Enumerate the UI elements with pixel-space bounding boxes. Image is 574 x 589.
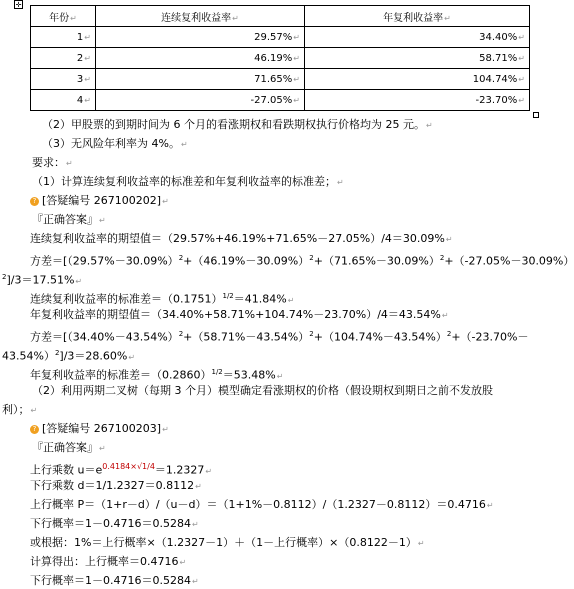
line-answer-title-1: 『正确答案』↵ bbox=[32, 213, 106, 226]
line-question-2: （2）利用两期二叉树（每期 3 个月）模型确定看涨期权的价格（假设期权到期日之前不发放股 bbox=[32, 384, 493, 397]
line-annual-variance: 方差$=[(34.40\%-43.54\%)^2+(58.71\%-43.54\%)^2+(104.74\%-43.54\%)^2+(-23.70\%-$ bbox=[30, 330, 529, 344]
line-up-probability: 上行概率 P＝（1+r－d）/（u－d）＝（1+1%－0.8112）/（1.2327－0.8112）＝0.4716↵ bbox=[30, 498, 494, 511]
cell-continuous: -27.05%↵ bbox=[96, 90, 305, 111]
cell-year: 2↵ bbox=[31, 48, 96, 69]
line-alternative: 或根据：1%＝上行概率×（1.2327－1）＋（1－上行概率）×（0.8122－1）↵ bbox=[30, 536, 425, 549]
cell-annual: -23.70%↵ bbox=[305, 90, 530, 111]
cell-annual: 104.74%↵ bbox=[305, 69, 530, 90]
line-cont-variance-end: $^2$]/3＝17.51%↵ bbox=[2, 273, 83, 287]
line-up-multiplier: 上行乘数 $u=e^{0.4184\times√1/4}=1.2327↵$ bbox=[30, 462, 213, 477]
line-requirement: 要求：↵ bbox=[32, 156, 73, 169]
cell-continuous: 46.19%↵ bbox=[96, 48, 305, 69]
line-answer-title-2: 『正确答案』↵ bbox=[32, 441, 106, 454]
line-cont-variance: 方差$=[(29.57\%-30.09\%)^2+(46.19\%-30.09\%)^2+(71.65\%-30.09\%)^2+(-27.05\%-30.09\%)$ bbox=[30, 254, 574, 268]
line-down-multiplier: 下行乘数 d＝1/1.2327＝0.8112↵ bbox=[30, 479, 202, 492]
table-resize-handle[interactable] bbox=[533, 112, 539, 118]
table-row bbox=[31, 90, 530, 111]
table-row bbox=[31, 69, 530, 90]
cell-year: 4↵ bbox=[31, 90, 96, 111]
header-continuous-return: 连续复利收益率↵ bbox=[96, 6, 305, 27]
line-question-2-end: 利）；↵ bbox=[2, 403, 38, 416]
header-annual-return: 年复利收益率↵ bbox=[305, 6, 530, 27]
question-icon: ? bbox=[30, 425, 39, 434]
cell-year: 1↵ bbox=[31, 27, 96, 48]
line-qa-id-2: ? [答疑编号 267100203]↵ bbox=[30, 422, 169, 437]
header-year: 年份↵ bbox=[31, 6, 96, 27]
line-down-probability: 下行概率＝1－0.4716＝0.5284↵ bbox=[30, 517, 199, 530]
line-question-1: （1）计算连续复利收益率的标准差和年复利收益率的标准差；↵ bbox=[32, 175, 344, 188]
returns-table bbox=[30, 5, 530, 111]
line-annual-variance-end: 43.54%）$^2$]/3＝28.60%↵ bbox=[2, 349, 136, 363]
line-result-up: 计算得出：上行概率＝0.4716↵ bbox=[30, 555, 187, 568]
cell-annual: 58.71%↵ bbox=[305, 48, 530, 69]
table-row bbox=[31, 48, 530, 69]
cell-year: 3↵ bbox=[31, 69, 96, 90]
line-qa-id-1: ? [答疑编号 267100202]↵ bbox=[30, 194, 169, 209]
cell-annual: 34.40%↵ bbox=[305, 27, 530, 48]
question-icon: ? bbox=[30, 197, 39, 206]
cell-continuous: 29.57%↵ bbox=[96, 27, 305, 48]
line-cont-mean: 连续复利收益率的期望值＝（29.57%+46.19%+71.65%－27.05%）/4＝30.09%↵ bbox=[30, 232, 453, 245]
line-condition-3: （3）无风险年利率为 4%。↵ bbox=[42, 137, 188, 150]
table-header-row bbox=[31, 6, 530, 27]
table-move-handle[interactable]: ✛ bbox=[15, 1, 22, 9]
line-condition-2: （2）甲股票的到期时间为 6 个月的看涨期权和看跌期权执行价格均为 25 元。↵ bbox=[42, 118, 433, 131]
line-annual-mean: 年复利收益率的期望值＝（34.40%+58.71%+104.74%－23.70%）/4＝43.54%↵ bbox=[30, 308, 449, 321]
table-row bbox=[31, 27, 530, 48]
line-result-down: 下行概率＝1－0.4716＝0.5284↵ bbox=[30, 574, 199, 587]
cell-continuous: 71.65%↵ bbox=[96, 69, 305, 90]
line-annual-std: 年复利收益率的标准差$=(0.2860)^{1/2}=53.48\%↵$ bbox=[30, 368, 284, 382]
line-cont-std: 连续复利收益率的标准差$=(0.1751)^{1/2}=41.84\%↵$ bbox=[30, 292, 295, 306]
